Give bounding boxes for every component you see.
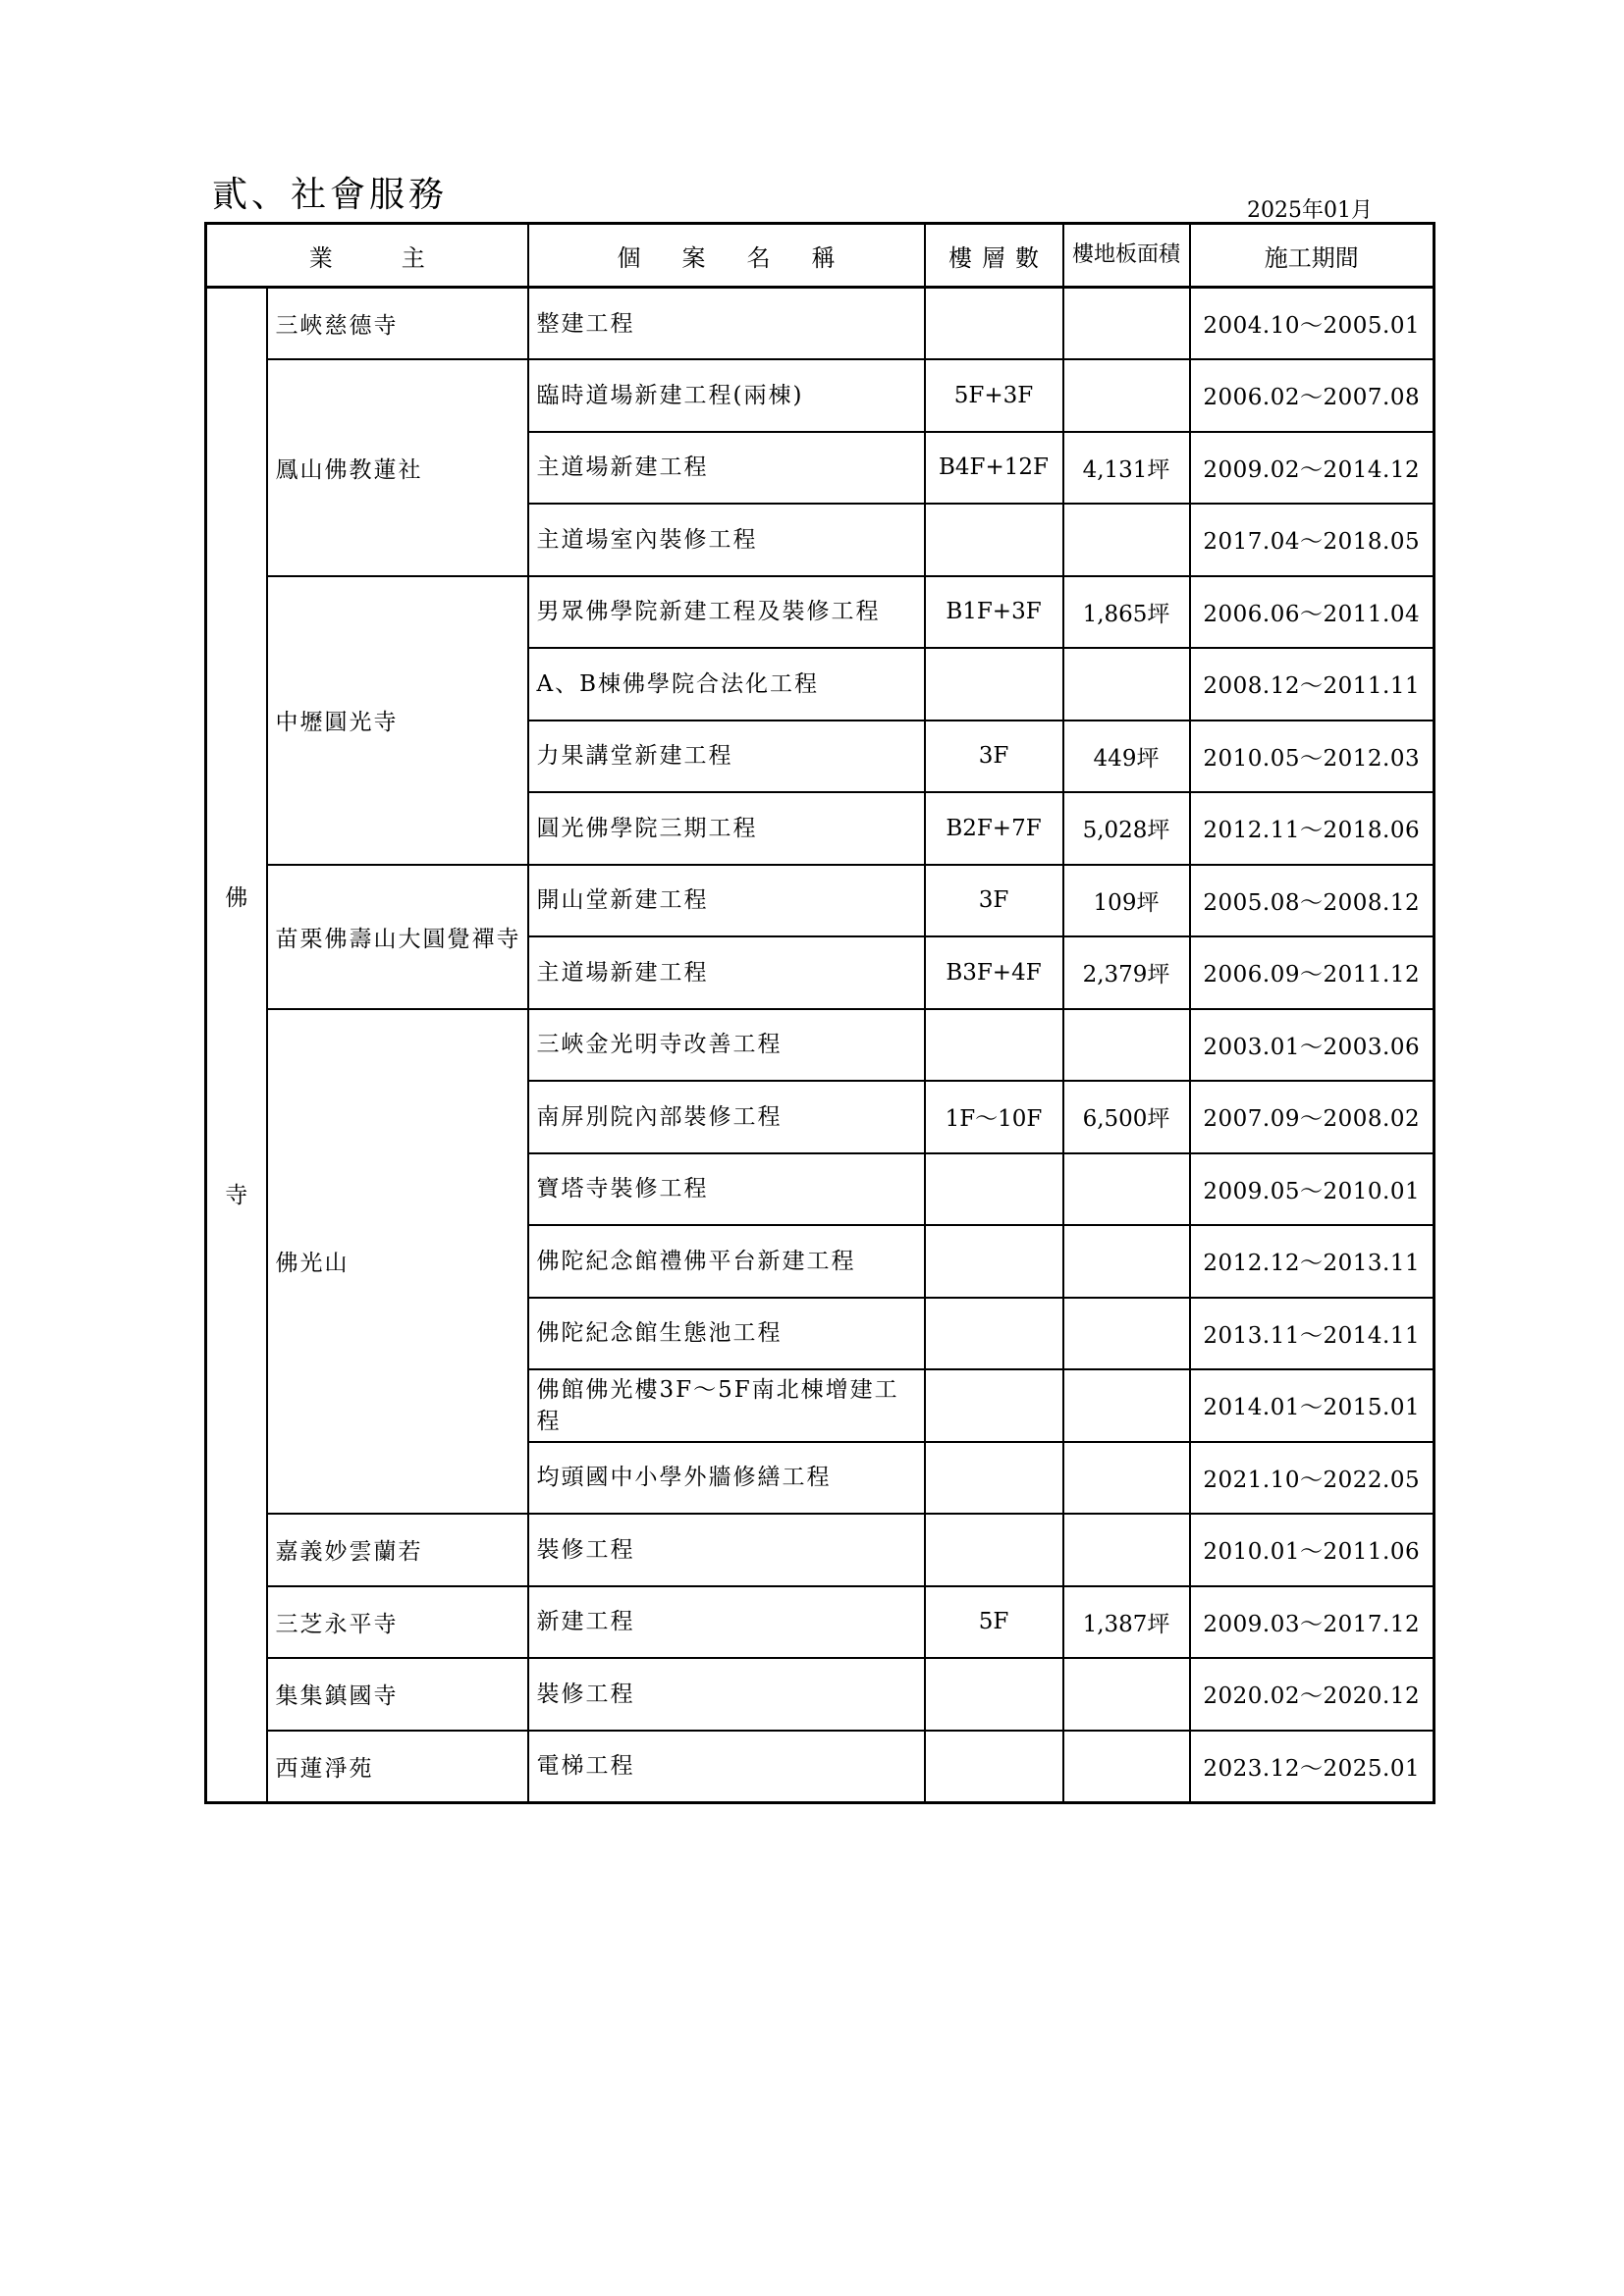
header-project-name: 個案名稱	[528, 224, 925, 288]
floor-area-cell: 109坪	[1063, 865, 1190, 937]
construction-period-cell: 2012.12～2013.11	[1190, 1225, 1435, 1298]
construction-period-cell: 2010.05～2012.03	[1190, 721, 1435, 793]
header-floor-area: 樓地板面積	[1063, 224, 1190, 288]
construction-period-cell: 2012.11～2018.06	[1190, 792, 1435, 865]
project-name-cell: 力果講堂新建工程	[528, 721, 925, 793]
construction-period-cell: 2005.08～2008.12	[1190, 865, 1435, 937]
category-char: 佛	[225, 885, 248, 912]
floors-cell	[925, 1298, 1063, 1370]
owner-cell: 中壢圓光寺	[267, 576, 528, 865]
header-floors: 樓層數	[925, 224, 1063, 288]
construction-period-cell: 2007.09～2008.02	[1190, 1081, 1435, 1153]
owner-cell: 苗栗佛壽山大圓覺禪寺	[267, 865, 528, 1009]
table-row	[206, 1514, 1435, 1586]
floor-area-cell	[1063, 1731, 1190, 1803]
project-name-cell: 主道場新建工程	[528, 432, 925, 505]
floors-cell	[925, 1658, 1063, 1731]
project-name-cell: 男眾佛學院新建工程及裝修工程	[528, 576, 925, 649]
floors-cell: 3F	[925, 865, 1063, 937]
owner-cell: 三芝永平寺	[267, 1586, 528, 1659]
floor-area-cell	[1063, 1514, 1190, 1586]
project-name-cell: 主道場室內裝修工程	[528, 504, 925, 576]
construction-period-cell: 2010.01～2011.06	[1190, 1514, 1435, 1586]
construction-period-cell: 2008.12～2011.11	[1190, 648, 1435, 721]
project-name-cell: 電梯工程	[528, 1731, 925, 1803]
project-name-cell: 整建工程	[528, 288, 925, 360]
floors-cell: 5F	[925, 1586, 1063, 1659]
project-name-cell: 寶塔寺裝修工程	[528, 1153, 925, 1226]
floors-cell	[925, 648, 1063, 721]
project-name-cell: 圓光佛學院三期工程	[528, 792, 925, 865]
owner-cell: 三峽慈德寺	[267, 288, 528, 360]
floors-cell: 3F	[925, 721, 1063, 793]
floor-area-cell: 1,865坪	[1063, 576, 1190, 649]
owner-cell: 嘉義妙雲蘭若	[267, 1514, 528, 1586]
owner-cell: 西蓮淨苑	[267, 1731, 528, 1803]
category-cell	[206, 288, 267, 1803]
table-row	[206, 1731, 1435, 1803]
owner-cell: 佛光山	[267, 1009, 528, 1515]
table-row	[206, 1586, 1435, 1659]
project-name-cell: 裝修工程	[528, 1658, 925, 1731]
floor-area-cell	[1063, 359, 1190, 432]
floors-cell	[925, 1514, 1063, 1586]
category-label	[207, 880, 266, 1209]
floor-area-cell	[1063, 1298, 1190, 1370]
construction-period-cell: 2009.03～2017.12	[1190, 1586, 1435, 1659]
floor-area-cell: 2,379坪	[1063, 936, 1190, 1009]
construction-period-cell: 2020.02～2020.12	[1190, 1658, 1435, 1731]
floors-cell	[925, 1442, 1063, 1515]
project-name-cell: 佛陀紀念館生態池工程	[528, 1298, 925, 1370]
project-name-cell: 主道場新建工程	[528, 936, 925, 1009]
floor-area-cell	[1063, 1369, 1190, 1442]
table-row	[206, 359, 1435, 432]
project-name-cell: 臨時道場新建工程(兩棟)	[528, 359, 925, 432]
project-name-cell: 佛館佛光樓3F～5F南北棟增建工程	[528, 1369, 925, 1442]
floors-cell	[925, 504, 1063, 576]
construction-period-cell: 2014.01～2015.01	[1190, 1369, 1435, 1442]
category-char: 寺	[225, 1183, 248, 1209]
floors-cell: B2F+7F	[925, 792, 1063, 865]
construction-period-cell: 2006.02～2007.08	[1190, 359, 1435, 432]
floor-area-cell: 5,028坪	[1063, 792, 1190, 865]
table-row	[206, 576, 1435, 649]
floor-area-cell	[1063, 1442, 1190, 1515]
project-name-cell: A、B棟佛學院合法化工程	[528, 648, 925, 721]
floor-area-cell: 6,500坪	[1063, 1081, 1190, 1153]
construction-period-cell: 2006.09～2011.12	[1190, 936, 1435, 1009]
construction-period-cell: 2004.10～2005.01	[1190, 288, 1435, 360]
owner-cell: 集集鎮國寺	[267, 1658, 528, 1731]
floor-area-cell: 4,131坪	[1063, 432, 1190, 505]
floor-area-cell	[1063, 1009, 1190, 1082]
floors-cell: 5F+3F	[925, 359, 1063, 432]
page-title: 貳、社會服務	[212, 175, 449, 215]
report-date: 2025年01月	[1247, 198, 1373, 223]
table-row	[206, 1009, 1435, 1082]
floors-cell	[925, 1153, 1063, 1226]
header-owner: 業主	[206, 224, 528, 288]
floor-area-cell	[1063, 504, 1190, 576]
construction-period-cell: 2009.05～2010.01	[1190, 1153, 1435, 1226]
table-row	[206, 865, 1435, 937]
floor-area-cell	[1063, 648, 1190, 721]
construction-period-cell: 2023.12～2025.01	[1190, 1731, 1435, 1803]
floor-area-cell	[1063, 1658, 1190, 1731]
floors-cell	[925, 1369, 1063, 1442]
header-row	[206, 224, 1435, 288]
table-row	[206, 1658, 1435, 1731]
floors-cell	[925, 1225, 1063, 1298]
floors-cell: 1F～10F	[925, 1081, 1063, 1153]
floors-cell: B4F+12F	[925, 432, 1063, 505]
construction-period-cell: 2021.10～2022.05	[1190, 1442, 1435, 1515]
owner-cell: 鳳山佛教蓮社	[267, 359, 528, 576]
floors-cell	[925, 288, 1063, 360]
header-construction-period: 施工期間	[1190, 224, 1435, 288]
floor-area-cell	[1063, 288, 1190, 360]
floors-cell	[925, 1731, 1063, 1803]
project-name-cell: 均頭國中小學外牆修繕工程	[528, 1442, 925, 1515]
floors-cell: B1F+3F	[925, 576, 1063, 649]
table-row	[206, 288, 1435, 360]
construction-period-cell: 2003.01～2003.06	[1190, 1009, 1435, 1082]
project-name-cell: 南屏別院內部裝修工程	[528, 1081, 925, 1153]
construction-period-cell: 2013.11～2014.11	[1190, 1298, 1435, 1370]
projects-table	[204, 222, 1435, 1804]
table-body	[206, 288, 1435, 1803]
floor-area-cell	[1063, 1225, 1190, 1298]
construction-period-cell: 2017.04～2018.05	[1190, 504, 1435, 576]
floors-cell: B3F+4F	[925, 936, 1063, 1009]
construction-period-cell: 2009.02～2014.12	[1190, 432, 1435, 505]
floor-area-cell: 1,387坪	[1063, 1586, 1190, 1659]
project-name-cell: 裝修工程	[528, 1514, 925, 1586]
project-name-cell: 開山堂新建工程	[528, 865, 925, 937]
floors-cell	[925, 1009, 1063, 1082]
project-name-cell: 三峽金光明寺改善工程	[528, 1009, 925, 1082]
project-name-cell: 新建工程	[528, 1586, 925, 1659]
project-name-cell: 佛陀紀念館禮佛平台新建工程	[528, 1225, 925, 1298]
construction-period-cell: 2006.06～2011.04	[1190, 576, 1435, 649]
floor-area-cell: 449坪	[1063, 721, 1190, 793]
floor-area-cell	[1063, 1153, 1190, 1226]
